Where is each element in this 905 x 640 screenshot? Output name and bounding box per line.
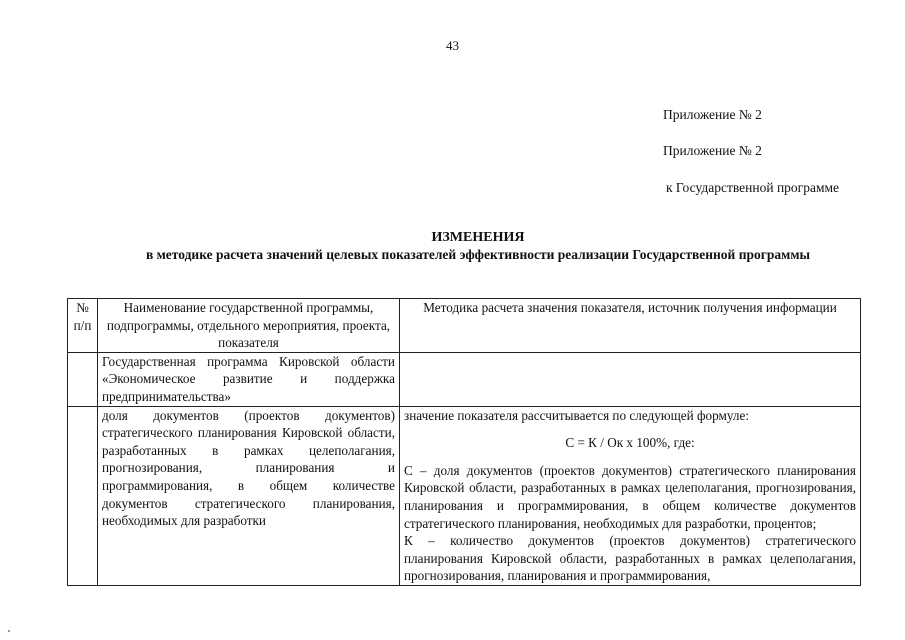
annex-label: Приложение № 2 (663, 107, 762, 122)
methodology-table (67, 298, 861, 586)
method-intro: значение показателя рассчитывается по следующей формуле: (404, 407, 750, 423)
document-subtitle: в методике расчета значений целевых показателей эффективности реализации Государственной программы (145, 247, 811, 262)
annex-program-reference: к Государственной программе (666, 180, 840, 195)
table-header-row (68, 299, 861, 353)
row-name: доля документов (проектов документов) стратегического планирования Кировской области, разработанных в рамках целеполагания, прогнозирования, планирования и программирования, в общем количестве документов стратегического планирования, необходимых для разработки (98, 406, 400, 585)
column-header-number: № п/п (68, 299, 98, 353)
page-number: 43 (446, 38, 459, 53)
row-number (68, 352, 98, 406)
document-title: ИЗМЕНЕНИЯ (431, 230, 525, 245)
column-header-name: Наименование государственной программы, подпрограммы, отдельного мероприятия, проекта, показателя (98, 299, 400, 353)
method-definition-c: С – доля документов (проектов документов) стратегического планирования Кировской области, разработанных в рамках целеполагания, прогнозирования, планирования и программирования, в общем количестве документов стратегического планирования, необходимых для разработки, процентов; (404, 462, 856, 531)
method-formula: С = К / Ок х 100%, где: (565, 435, 695, 451)
table-row (68, 406, 861, 585)
row-number (68, 406, 98, 585)
scan-speck (8, 630, 10, 632)
row-method (400, 406, 861, 585)
annex-label-secondary: Приложение № 2 (663, 143, 762, 158)
row-method (400, 352, 861, 406)
row-name: Государственная программа Кировской области «Экономическое развитие и поддержка предпринимательства» (98, 352, 400, 406)
column-header-method: Методика расчета значения показателя, источник получения информации (400, 299, 861, 353)
method-definition-k: К – количество документов (проектов документов) стратегического планирования Кировской области, разработанных в рамках целеполагания, прогнозирования, планирования и программирования, (404, 533, 856, 584)
table-row (68, 352, 861, 406)
